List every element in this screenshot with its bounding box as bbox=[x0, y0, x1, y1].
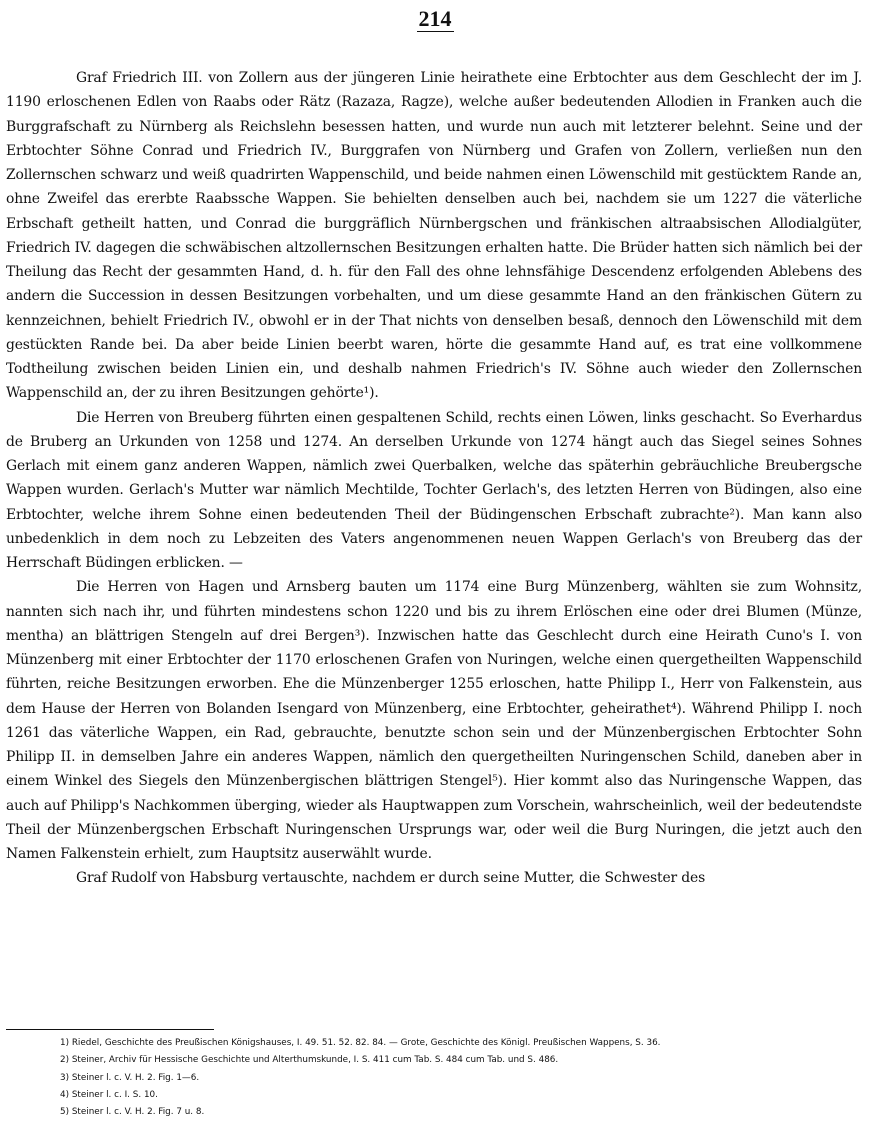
paragraph-breuberg: Die Herren von Breuberg führten einen gespaltenen Schild, rechts einen Löwen, links geschacht. So Everhardus de Bruberg an Urkunden von 1258 und 1274. An derselben Urkunde von 1274 hängt auch das Siegel seines Sohnes Gerlach mit einem ganz anderen Wappen, nämlich zwei Querbalken, welche das späterhin gebräuchliche Breubergsche Wappen wurden. Gerlach's Mutter war nämlich Mechtilde, Tochter Gerlach's, des letzten Herren von Büdingen, also eine Erbtochter, welche ihrem Sohne einen bedeutenden Theil der Büdingenschen Erbschaft zubrachte²). Man kann also unbedenklich in dem noch zu Lebzeiten des Vaters angenommenen neuen Wappen Gerlach's von Breuberg das der Herrschaft Büdingen erblicken. — bbox=[6, 409, 862, 571]
footnote-5: 5) Steiner l. c. V. H. 2. Fig. 7 u. 8. bbox=[60, 1107, 205, 1118]
footnotes bbox=[60, 1035, 860, 1121]
body-text bbox=[6, 66, 862, 891]
page-number-text: 214 bbox=[418, 6, 452, 31]
footnote-3: 3) Steiner l. c. V. H. 2. Fig. 1—6. bbox=[60, 1072, 200, 1083]
paragraph-zollern: Graf Friedrich III. von Zollern aus der jüngeren Linie heirathete eine Erbtochter aus dem Geschlecht der im J. 1190 erloschenen Edlen von Raabs oder Rätz (Razaza, Ragze), welche außer bedeutenden Allodien in Franken auch die Burggrafschaft zu Nürnberg als Reichslehn besessen hatten, und wurde nun auch mit letzterer belehnt. Seine und der Erbtochter Söhne Conrad und Friedrich IV., Burggrafen von Nürnberg und Grafen von Zollern, verließen nun den Zollernschen schwarz und weiß quadrirten Wappenschild, und beide nahmen einen Löwenschild mit gestücktem Rande an, ohne Zweifel das ererbte Raabssche Wappen. Sie behielten denselben auch bei, nachdem sie um 1227 die väterliche Erbschaft getheilt hatten, und Conrad die burggräflich Nürnbergschen und fränkischen altraabsischen Allodialgüter, Friedrich IV. dagegen die schwäbischen altzollernschen Besitzungen erhalten hatte. Die Brüder hatten sich nämlich bei der Theilung das Recht der gesammten Hand, d. h. für den Fall des ohne lehnsfähige Descendenz erfolgenden Ablebens des andern die Succession in dessen Besitzungen vorbehalten, und um diese gesammte Hand an den fränkischen Gütern zu kennzeichnen, behielt Friedrich IV., obwohl er in der That nichts von denselben besaß, dennoch den Löwenschild mit dem gestückten Rande bei. Da aber beide Linien beerbt waren, hörte die gesammte Hand auf, es trat eine vollkommene Todtheilung zwischen beiden Linien ein, und deshalb nahmen Friedrich's IV. Söhne auch wieder den Zollernschen Wappenschild an, der zu ihren Besitzungen gehörte¹). bbox=[6, 70, 862, 402]
footnote-divider bbox=[6, 1029, 214, 1030]
paragraph-habsburg: Graf Rudolf von Habsburg vertauschte, nachdem er durch seine Mutter, die Schwester des bbox=[76, 870, 706, 887]
paragraph-muenzenberg: Die Herren von Hagen und Arnsberg bauten um 1174 eine Burg Münzenberg, wählten sie zum Wohnsitz, nannten sich nach ihr, und führten mindestens schon 1220 und bis zu ihrem Erlöschen eine oder drei Blumen (Münze, mentha) an blättrigen Stengeln auf drei Bergen³). Inzwischen hatte das Geschlecht durch eine Heirath Cuno's I. von Münzenberg mit einer Erbtochter der 1170 erloschenen Grafen von Nuringen, welche einen quergetheilten Wappenschild führten, reiche Besitzungen erworben. Ehe die Münzenberger 1255 erloschen, hatte Philipp I., Herr von Falkenstein, aus dem Hause der Herren von Bolanden Isengard von Münzenberg, eine Erbtochter, geheirathet⁴). Während Philipp I. noch 1261 das väterliche Wappen, ein Rad, gebrauchte, benutzte schon sein und der Münzenbergischen Erbtochter Sohn Philipp II. in demselben Jahre ein anderes Wappen, nämlich den quergetheilten Nuringenschen Schild, daneben aber in einem Winkel des Siegels den Münzenbergischen blättrigen Stengel⁵). Hier kommt also das Nuringensche Wappen, das auch auf Philipp's Nachkommen überging, wieder als Hauptwappen zum Vorschein, wahrscheinlich, weil der bedeutendste Theil der Münzenbergschen Erbschaft Nuringenschen Ursprungs war, oder weil die Burg Nuringen, die jetzt auch den Namen Falkenstein erhielt, zum Hauptsitz auserwählt wurde. bbox=[6, 579, 862, 862]
footnote-4: 4) Steiner l. c. I. S. 10. bbox=[60, 1089, 158, 1100]
footnote-1: 1) Riedel, Geschichte des Preußischen Königshauses, I. 49. 51. 52. 82. 84. — Grote, Geschichte des Königl. Preußischen Wappens, S. 36. bbox=[60, 1038, 661, 1048]
footnote-2: 2) Steiner, Archiv für Hessische Geschichte und Alterthumskunde, I. S. 411 cum Tab. S. 484 cum Tab. und S. 486. bbox=[60, 1055, 559, 1066]
page-number bbox=[0, 6, 870, 32]
